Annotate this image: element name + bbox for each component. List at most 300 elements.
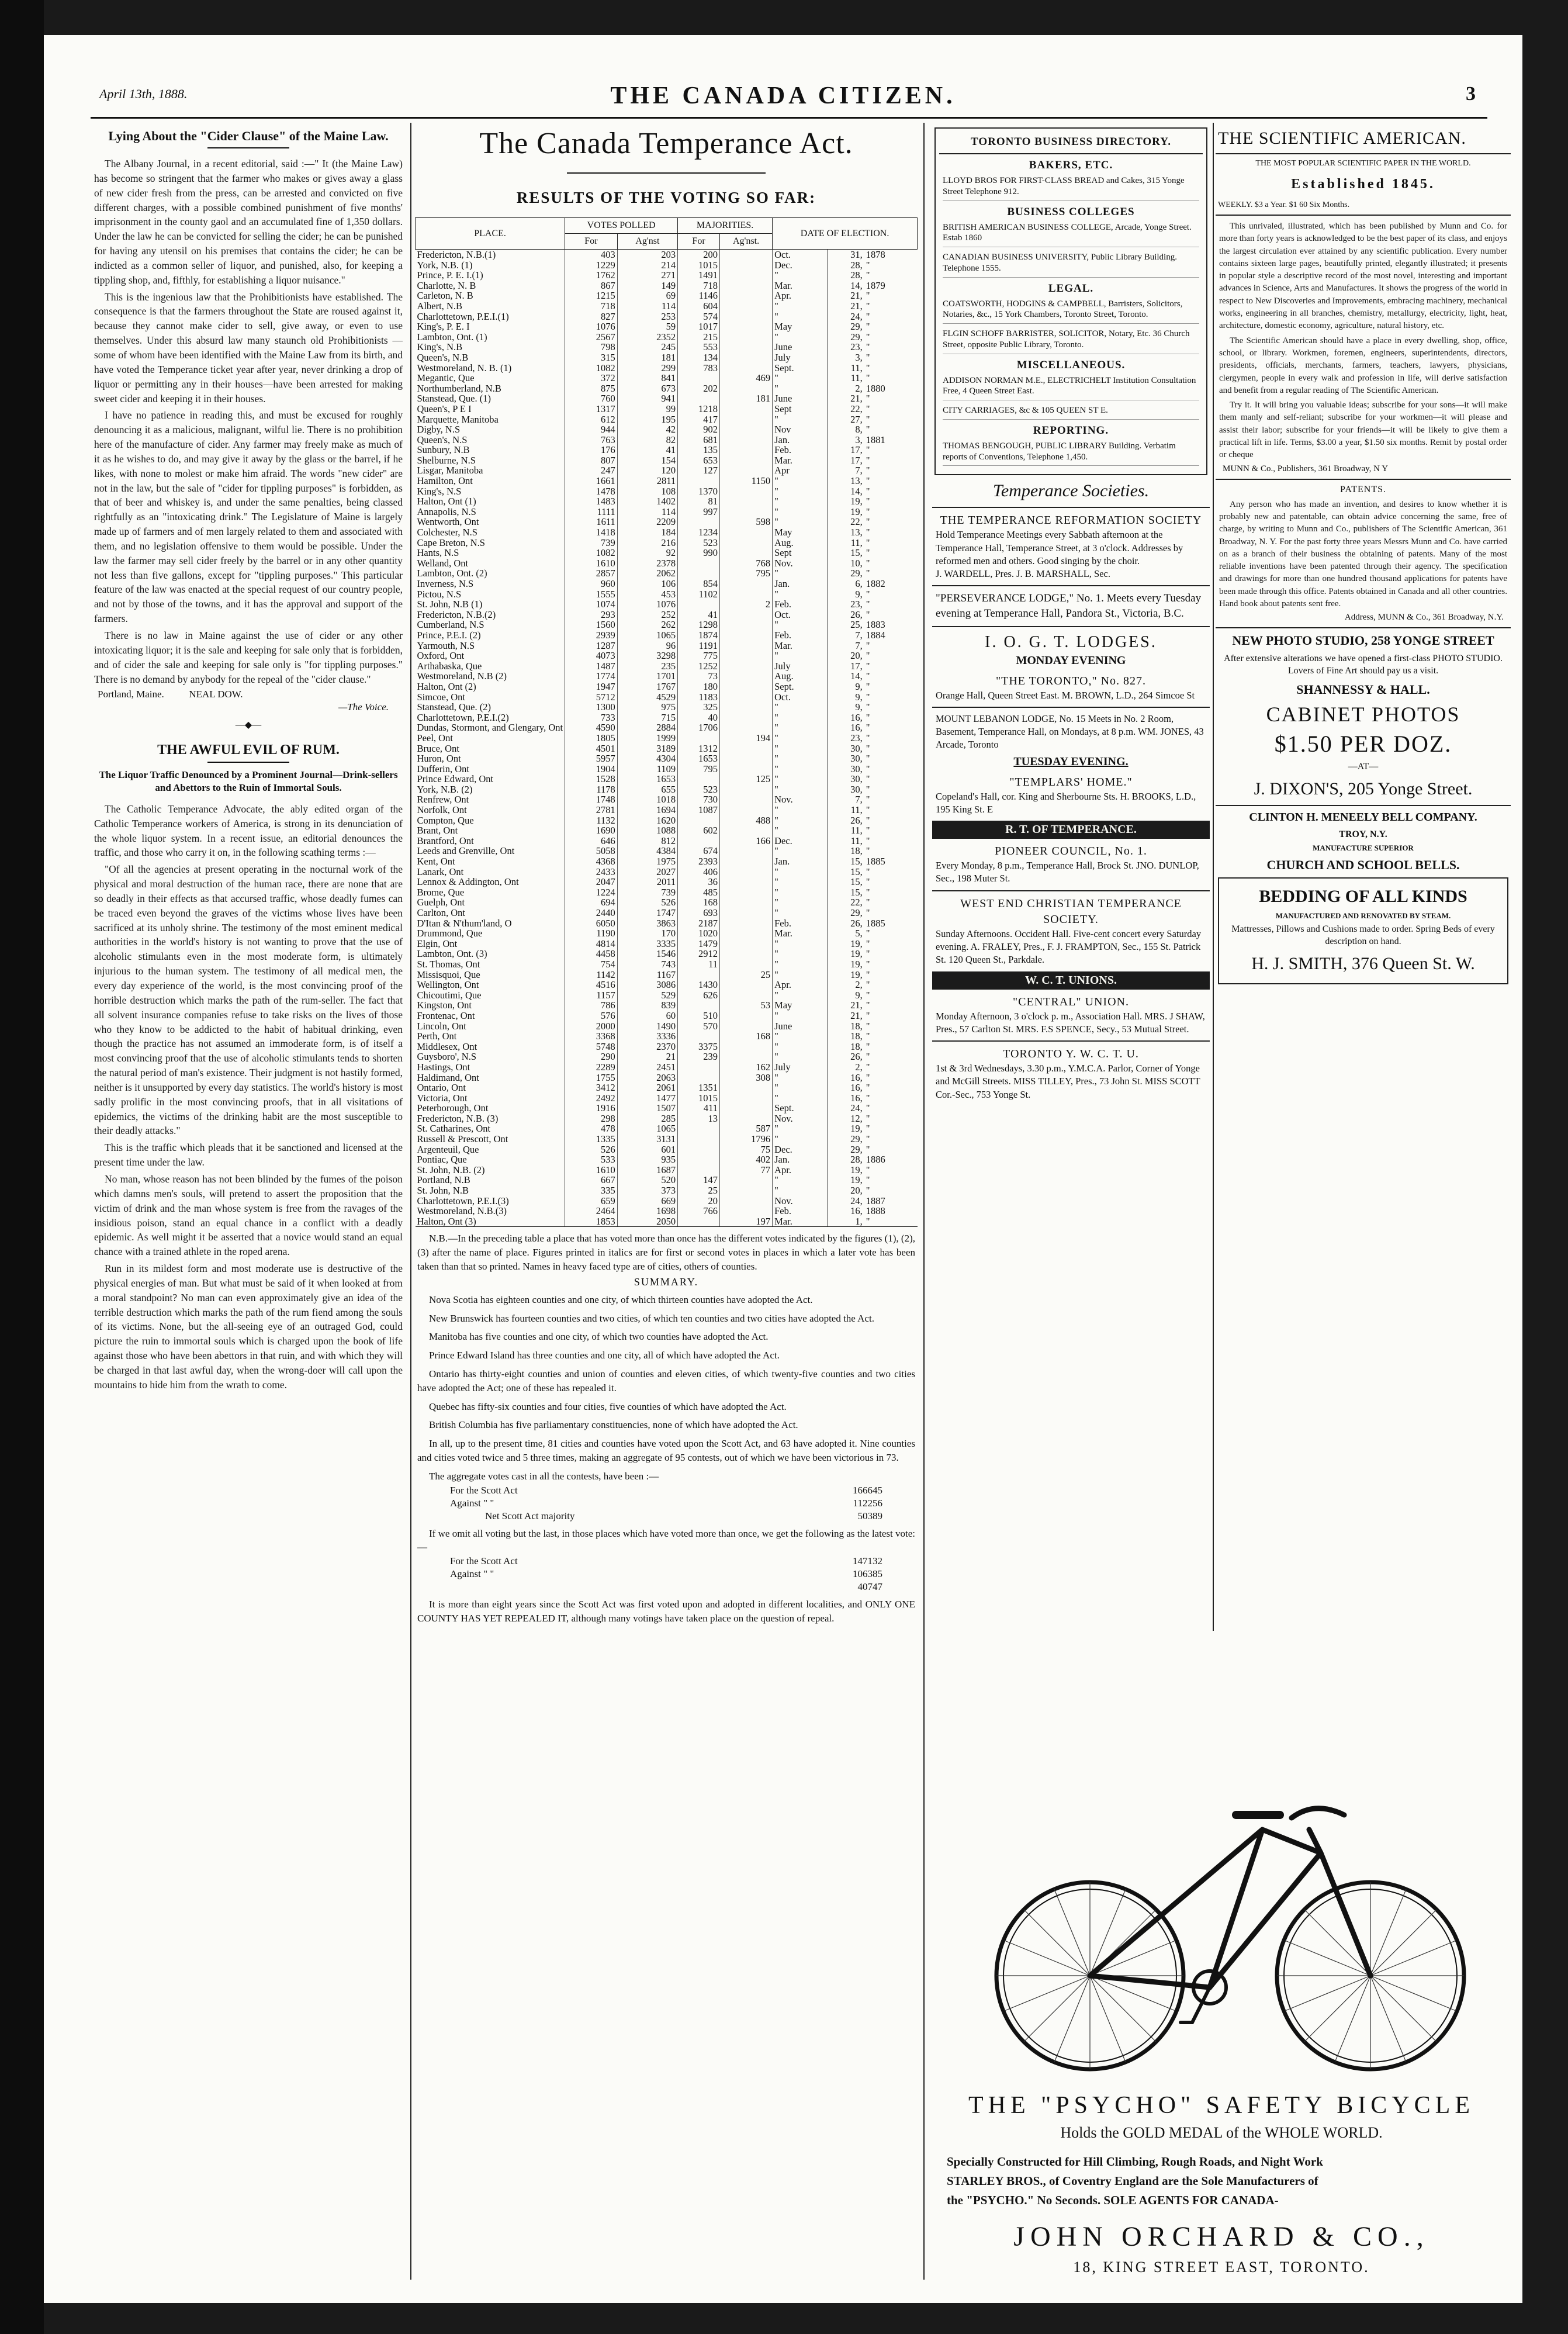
- cell-majority-against: [720, 918, 773, 929]
- table-row: [416, 702, 918, 713]
- cell-votes-against: 154: [617, 455, 677, 466]
- cell-election-year: 1885: [866, 918, 885, 929]
- cell-votes-against: 1490: [617, 1021, 677, 1032]
- table-row: [416, 250, 918, 260]
- cell-place: Queen's, N.S: [417, 434, 468, 445]
- lodge-name: "TEMPLARS' HOME.": [1009, 775, 1133, 789]
- label: Net Scott Act majority: [485, 1510, 575, 1522]
- cell-election-month: ": [773, 764, 828, 774]
- column-rule: [410, 123, 411, 2280]
- cell-election-year: ": [866, 959, 870, 970]
- cell-majority-for: 795: [678, 764, 720, 774]
- table-row: [416, 496, 918, 507]
- table-row: [416, 404, 918, 414]
- society-entry: [936, 513, 1206, 580]
- cell-votes-against: 1620: [617, 815, 677, 826]
- cell-majority-for: 1102: [678, 589, 720, 600]
- cell-election-year: ": [866, 897, 870, 908]
- cell-votes-against: 4384: [617, 846, 677, 856]
- cell-election-year: 1879: [866, 280, 885, 291]
- cell-election-day: 11,: [828, 373, 864, 383]
- cell-votes-against: 1687: [617, 1165, 677, 1175]
- cell-majority-against: [720, 630, 773, 641]
- table-row: [416, 507, 918, 517]
- cell-majority-against: [720, 424, 773, 435]
- cell-votes-against: 2063: [617, 1073, 677, 1083]
- table-note: N.B.—In the preceding table a place that has voted more than once has the different votes indicated by the figures (1), (2), (3) after the name of place. Figures printed in italics are for first or second votes in places in which a later vote has been taken than that so printed. Names in heavy faced type are of cities, others of counties.: [417, 1233, 915, 1272]
- table-row: [416, 784, 918, 795]
- cell-votes-against: 1546: [617, 949, 677, 959]
- photo-studio-title: NEW PHOTO STUDIO, 258 YONGE STREET: [1232, 633, 1494, 648]
- cell-election-day: 9,: [828, 589, 864, 600]
- header-date: DATE OF ELECTION.: [773, 218, 918, 250]
- cell-majority-against: [720, 980, 773, 990]
- table-row: [416, 918, 918, 929]
- table-row: [416, 887, 918, 898]
- cell-majority-for: 1234: [678, 527, 720, 538]
- directory-entry: ADDISON NORMAN M.E., ELECTRICHELT Institution Consultation Free, 4 Queen Street East.: [943, 375, 1199, 401]
- cell-place: Prince Edward, Ont: [417, 774, 494, 784]
- cell-place: Wentworth, Ont: [417, 517, 479, 528]
- cell-election-day: 9,: [828, 702, 864, 713]
- cell-place: Peterborough, Ont: [417, 1103, 489, 1114]
- cell-election-day: 31,: [828, 250, 864, 260]
- cell-majority-for: 997: [678, 507, 720, 517]
- cell-votes-for: 1178: [565, 784, 618, 795]
- table-row: [416, 970, 918, 980]
- paragraph: It is more than eight years since the Scott Act was first voted upon and adopted in different localities, and ONLY ONE COUNTY HAS YET REPEALED IT, although many votings have taken place on the question of repeal.: [417, 1599, 915, 1624]
- cell-majority-for: 1653: [678, 753, 720, 764]
- meneely-sub: MANUFACTURE SUPERIOR: [1313, 843, 1414, 852]
- cell-majority-against: [720, 1175, 773, 1185]
- cell-election-year: ": [866, 496, 870, 507]
- cell-majority-for: [678, 373, 720, 383]
- cell-place: Westmoreland, N.B.(3): [417, 1206, 507, 1216]
- cell-votes-against: 195: [617, 414, 677, 425]
- cell-election-month: Mar.: [773, 928, 828, 939]
- cell-election-year: ": [866, 1072, 870, 1083]
- table-row: [416, 682, 918, 692]
- lodges-heading: I. O. G. T. LODGES.: [985, 632, 1157, 651]
- bicycle-illustration: [935, 1765, 1508, 2081]
- cell-election-month: ": [773, 825, 828, 836]
- cell-election-year: ": [866, 661, 870, 672]
- cell-election-day: 21,: [828, 1011, 864, 1021]
- table-row: [416, 383, 918, 394]
- cell-votes-against: 2451: [617, 1062, 677, 1073]
- cell-votes-against: 1065: [617, 630, 677, 641]
- cell-election-year: ": [866, 403, 870, 414]
- table-row: [416, 661, 918, 672]
- cell-majority-for: [678, 1154, 720, 1165]
- cell-election-month: Dec.: [773, 260, 828, 271]
- cell-election-month: ": [773, 1185, 828, 1196]
- cell-votes-against: 1698: [617, 1206, 677, 1216]
- cell-election-day: 15,: [828, 887, 864, 898]
- cell-votes-for: 1555: [565, 589, 618, 600]
- cell-election-month: May: [773, 1000, 828, 1011]
- table-row: [416, 671, 918, 682]
- table-row: [416, 774, 918, 784]
- cell-votes-for: 3412: [565, 1083, 618, 1093]
- table-row: [416, 1000, 918, 1011]
- cell-election-year: ": [866, 609, 870, 620]
- cell-majority-for: 36: [678, 877, 720, 887]
- cell-majority-for: [678, 558, 720, 569]
- cell-votes-against: 1402: [617, 496, 677, 507]
- cell-votes-for: 2433: [565, 867, 618, 877]
- cell-place: Colchester, N.S: [417, 527, 477, 538]
- cell-election-day: 3,: [828, 435, 864, 445]
- cell-votes-for: 1224: [565, 887, 618, 898]
- cell-election-month: ": [773, 908, 828, 918]
- cell-majority-against: [720, 435, 773, 445]
- cell-majority-for: 40: [678, 713, 720, 723]
- cell-election-day: 15,: [828, 856, 864, 867]
- cell-majority-against: [720, 1083, 773, 1093]
- table-row: [416, 363, 918, 374]
- cell-election-day: 9,: [828, 682, 864, 692]
- cell-place: Lambton, Ont. (2): [417, 568, 487, 579]
- cell-election-year: ": [866, 980, 870, 990]
- table-row: [416, 1185, 918, 1196]
- at-label: —AT—: [1348, 761, 1379, 772]
- newspaper-title: THE CANADA CITIZEN.: [610, 82, 956, 109]
- column-results: [415, 123, 918, 2285]
- cell-election-month: ": [773, 805, 828, 815]
- cell-votes-for: 1805: [565, 733, 618, 744]
- cell-votes-against: 2061: [617, 1083, 677, 1093]
- total-value: 166645: [853, 1484, 882, 1496]
- cell-election-month: Sept.: [773, 682, 828, 692]
- cell-election-year: ": [866, 825, 870, 836]
- cell-place: Queen's, N.B: [417, 352, 469, 363]
- cell-election-day: 15,: [828, 877, 864, 887]
- cell-votes-for: 667: [565, 1175, 618, 1185]
- cell-election-day: 2,: [828, 980, 864, 990]
- cell-election-year: ": [866, 568, 870, 579]
- cell-majority-against: [720, 1103, 773, 1114]
- cell-place: Shelburne, N.S: [417, 455, 476, 466]
- cell-election-month: Dec.: [773, 1144, 828, 1155]
- cell-election-year: ": [866, 1061, 870, 1073]
- table-row: [416, 620, 918, 630]
- union-text: 1st & 3rd Wednesdays, 3.30 p.m., Y.M.C.A. Parlor, Corner of Yonge and McGill Streets. MISS TILLEY, Pres., 73 John St. MISS SCOTT Cor.-Sec., 753 Yonge St.: [936, 1063, 1200, 1100]
- table-row: [416, 414, 918, 425]
- author: NEAL DOW.: [189, 689, 243, 700]
- cell-place: Norfolk, Ont: [417, 805, 467, 815]
- cell-majority-against: 795: [720, 568, 773, 579]
- cell-election-year: ": [866, 1010, 870, 1021]
- cell-election-year: ": [866, 1164, 870, 1175]
- cell-majority-for: [678, 517, 720, 527]
- masthead-rule: [91, 117, 1487, 119]
- cell-election-day: 30,: [828, 784, 864, 795]
- cell-majority-for: 1874: [678, 630, 720, 641]
- cell-votes-against: 235: [617, 661, 677, 672]
- cell-election-year: ": [866, 1123, 870, 1135]
- cell-place: Pontiac, Que: [417, 1154, 467, 1165]
- cell-election-month: ": [773, 722, 828, 733]
- cell-election-day: 11,: [828, 836, 864, 846]
- council-entry: [936, 843, 1206, 886]
- cell-place: Prince, P.E.I. (2): [417, 630, 481, 641]
- summary-paragraph: Manitoba has five counties and one city, of which two counties have adopted the Act.: [429, 1331, 769, 1343]
- cell-majority-against: [720, 651, 773, 661]
- cell-votes-for: 694: [565, 897, 618, 908]
- cell-majority-against: [720, 682, 773, 692]
- cell-majority-against: 1150: [720, 476, 773, 486]
- cell-votes-for: 2939: [565, 630, 618, 641]
- cell-place: Charlottetown, P.E.I.(3): [417, 1195, 509, 1206]
- cell-majority-for: 1183: [678, 692, 720, 703]
- cell-election-month: Mar.: [773, 1216, 828, 1227]
- cell-majority-against: 1796: [720, 1134, 773, 1144]
- source: —The Voice.: [338, 701, 389, 713]
- cell-election-year: ": [866, 393, 870, 404]
- cell-election-year: ": [866, 969, 870, 980]
- cell-votes-against: 41: [617, 445, 677, 455]
- scan-edge: [0, 0, 44, 2334]
- cell-votes-for: 1528: [565, 774, 618, 784]
- cell-votes-for: 807: [565, 455, 618, 466]
- cell-election-year: ": [866, 722, 870, 733]
- cell-election-day: 15,: [828, 548, 864, 558]
- directory-entry: THOMAS BENGOUGH, PUBLIC LIBRARY Building. Verbatim reports of Conventions, Telephone 1,450.: [943, 441, 1199, 466]
- cell-election-year: ": [866, 1134, 870, 1144]
- lodge-entry: [936, 673, 1206, 702]
- cell-votes-for: 4458: [565, 949, 618, 959]
- cell-votes-for: 754: [565, 959, 618, 970]
- cell-votes-for: 786: [565, 1000, 618, 1011]
- cell-votes-against: 60: [617, 1011, 677, 1021]
- cell-votes-for: 1317: [565, 404, 618, 414]
- table-row: [416, 558, 918, 569]
- cell-election-month: July: [773, 352, 828, 363]
- cell-majority-against: 2: [720, 599, 773, 610]
- table-row: [416, 465, 918, 476]
- cell-majority-for: 168: [678, 897, 720, 908]
- cell-election-day: 19,: [828, 496, 864, 507]
- cell-election-year: 1882: [866, 579, 885, 589]
- cell-votes-for: 1762: [565, 270, 618, 281]
- cell-place: Westmoreland, N.B (2): [417, 671, 507, 682]
- cell-election-month: ": [773, 517, 828, 527]
- table-row: [416, 1196, 918, 1206]
- cell-majority-for: 626: [678, 990, 720, 1001]
- cell-votes-against: 2884: [617, 722, 677, 733]
- cell-place: Carlton, Ont: [417, 908, 465, 918]
- cell-majority-against: 125: [720, 774, 773, 784]
- cell-election-day: 17,: [828, 661, 864, 672]
- directory-title: TORONTO BUSINESS DIRECTORY.: [971, 136, 1171, 148]
- bicycle-ad-firm: JOHN ORCHARD & CO.,: [1013, 2221, 1429, 2252]
- category-legal: LEGAL.: [1048, 282, 1094, 295]
- results-body: [416, 250, 918, 1227]
- cell-votes-for: 4516: [565, 980, 618, 990]
- cell-place: Hants, N.S: [417, 548, 459, 558]
- table-row: [416, 1062, 918, 1073]
- table-row: [416, 825, 918, 836]
- cell-votes-against: 601: [617, 1144, 677, 1155]
- net-majority: [485, 1510, 882, 1522]
- table-row: [416, 435, 918, 445]
- cell-votes-against: 935: [617, 1154, 677, 1165]
- cell-election-day: 24,: [828, 312, 864, 322]
- paragraph: If we omit all voting but the last, in those places which have voted more than once, we get the following as the latest vote:—: [417, 1527, 915, 1553]
- sci-american-address: MUNN & Co., Publishers, 361 Broadway, N Y: [1223, 464, 1389, 473]
- cell-election-month: ": [773, 1083, 828, 1093]
- cell-election-month: Feb.: [773, 599, 828, 610]
- cell-votes-for: 5748: [565, 1042, 618, 1052]
- cell-votes-against: 1507: [617, 1103, 677, 1114]
- cell-place: Albert, N.B: [417, 300, 462, 312]
- cell-votes-against: 214: [617, 260, 677, 271]
- cell-election-day: 11,: [828, 538, 864, 548]
- cell-place: Stanstead, Que. (1): [417, 393, 491, 404]
- table-row: [416, 1165, 918, 1175]
- cell-election-day: 14,: [828, 281, 864, 291]
- cell-election-day: 21,: [828, 291, 864, 301]
- total-majority: [450, 1581, 882, 1593]
- cell-election-day: 29,: [828, 1134, 864, 1144]
- cell-votes-against: 841: [617, 373, 677, 383]
- cell-votes-against: 170: [617, 928, 677, 939]
- cell-votes-for: 2289: [565, 1062, 618, 1073]
- rule: [939, 153, 1203, 154]
- cell-place: Halton, Ont (3): [416, 1216, 565, 1227]
- cell-majority-against: [720, 1206, 773, 1216]
- cell-votes-for: 646: [565, 836, 618, 846]
- cell-election-day: 16,: [828, 713, 864, 723]
- cell-place: Brant, Ont: [417, 825, 458, 836]
- cell-election-month: ": [773, 476, 828, 486]
- rule: [1216, 153, 1511, 154]
- cell-election-day: 18,: [828, 1031, 864, 1042]
- cell-votes-for: 1132: [565, 815, 618, 826]
- cell-votes-for: 1335: [565, 1134, 618, 1144]
- cell-election-day: 16,: [828, 1206, 864, 1216]
- cell-election-year: ": [866, 373, 870, 383]
- council-name: PIONEER COUNCIL, No. 1.: [995, 845, 1147, 858]
- cell-votes-for: 1418: [565, 527, 618, 538]
- cell-election-month: Sept.: [773, 363, 828, 374]
- cell-election-month: ": [773, 1042, 828, 1052]
- cell-election-month: ": [773, 949, 828, 959]
- cell-election-day: 17,: [828, 455, 864, 466]
- cell-majority-for: 718: [678, 281, 720, 291]
- cell-majority-against: [720, 281, 773, 291]
- cell-majority-for: [678, 393, 720, 404]
- photo-studio-text: After extensive alterations we have opened a first-class PHOTO STUDIO. Lovers of Fine Art should pay us a visit.: [1224, 653, 1503, 676]
- cell-election-year: ": [866, 331, 870, 343]
- cell-place: Sunbury, N.B: [417, 445, 470, 455]
- bicycle-ad-title: THE "PSYCHO" SAFETY BICYCLE: [968, 2092, 1474, 2119]
- cell-election-month: ": [773, 887, 828, 898]
- cell-votes-against: 655: [617, 784, 677, 795]
- cell-votes-for: 1287: [565, 641, 618, 651]
- cell-place: Brantford, Ont: [417, 835, 474, 846]
- cell-votes-against: 2209: [617, 517, 677, 527]
- cell-election-day: 18,: [828, 1042, 864, 1052]
- cell-votes-against: 2050: [617, 1216, 677, 1227]
- cell-election-month: Nov: [773, 424, 828, 435]
- cell-election-day: 20,: [828, 651, 864, 661]
- column-ads: [1216, 123, 1511, 1683]
- rule: [932, 1040, 1210, 1042]
- cell-votes-for: 176: [565, 445, 618, 455]
- cell-election-year: ": [866, 414, 870, 425]
- cell-majority-against: [720, 949, 773, 959]
- cell-votes-against: 245: [617, 342, 677, 352]
- cell-election-day: 17,: [828, 445, 864, 455]
- cell-place: Charlottetown, P.E.I.(1): [417, 311, 509, 322]
- cell-votes-for: 1916: [565, 1103, 618, 1114]
- cell-majority-for: [678, 1123, 720, 1134]
- bedding-sub: MANUFACTURED AND RENOVATED BY STEAM.: [1275, 911, 1451, 921]
- cell-majority-for: [678, 1073, 720, 1083]
- directory-entry: BRITISH AMERICAN BUSINESS COLLEGE, Arcade, Yonge Street. Estab 1860: [943, 222, 1199, 248]
- cell-election-day: 24,: [828, 1103, 864, 1114]
- cell-election-year: ": [866, 743, 870, 754]
- cell-majority-against: 162: [720, 1062, 773, 1073]
- bedding-firm: H. J. SMITH, 376 Queen St. W.: [1251, 953, 1475, 973]
- cell-majority-against: [720, 620, 773, 630]
- cell-election-year: ": [866, 589, 870, 600]
- cell-place: Hastings, Ont: [417, 1061, 470, 1073]
- header-maj-against: Ag'nst.: [720, 234, 773, 250]
- cell-votes-for: 1560: [565, 620, 618, 630]
- cell-place: Digby, N.S: [417, 424, 461, 435]
- cell-place: Charlottetown, P.E.I.(2): [417, 712, 509, 723]
- cell-election-year: ": [866, 1052, 870, 1062]
- cell-votes-for: 1904: [565, 764, 618, 774]
- bedding-ad: [1218, 877, 1508, 984]
- cell-election-month: Aug.: [773, 538, 828, 548]
- cell-majority-for: 411: [678, 1103, 720, 1114]
- signature-place: [98, 689, 399, 700]
- sci-american-subtitle: THE MOST POPULAR SCIENTIFIC PAPER IN THE WORLD.: [1255, 159, 1471, 168]
- value: 50389: [857, 1510, 882, 1522]
- cell-majority-against: 181: [720, 393, 773, 404]
- cell-election-year: ": [866, 342, 870, 352]
- cell-election-day: 23,: [828, 599, 864, 610]
- cell-place: St. Thomas, Ont: [417, 959, 480, 970]
- cell-majority-against: [720, 363, 773, 374]
- cell-election-day: 18,: [828, 846, 864, 856]
- cell-election-day: 30,: [828, 764, 864, 774]
- cell-place: Russell & Prescott, Ont: [417, 1134, 508, 1144]
- cell-majority-against: 587: [720, 1123, 773, 1134]
- cell-majority-against: 166: [720, 836, 773, 846]
- cell-votes-for: 960: [565, 579, 618, 589]
- cell-majority-for: 1146: [678, 291, 720, 301]
- cell-election-year: ": [866, 1185, 870, 1196]
- sci-american-price: WEEKLY. $3 a Year. $1 60 Six Months.: [1218, 200, 1350, 209]
- dixon: J. DIXON'S, 205 Yonge Street.: [1254, 779, 1473, 798]
- cell-majority-for: 1020: [678, 928, 720, 939]
- category-misc: MISCELLANEOUS.: [1016, 358, 1126, 371]
- cell-votes-against: 1167: [617, 970, 677, 980]
- cell-votes-against: 1018: [617, 794, 677, 805]
- cell-votes-for: 372: [565, 373, 618, 383]
- cell-place: Kent, Ont: [417, 856, 455, 867]
- table-row: [416, 1114, 918, 1124]
- category-bakers: BAKERS, ETC.: [1029, 159, 1113, 171]
- cell-votes-for: 1483: [565, 496, 618, 507]
- cell-votes-against: 181: [617, 352, 677, 363]
- cell-election-day: 13,: [828, 476, 864, 486]
